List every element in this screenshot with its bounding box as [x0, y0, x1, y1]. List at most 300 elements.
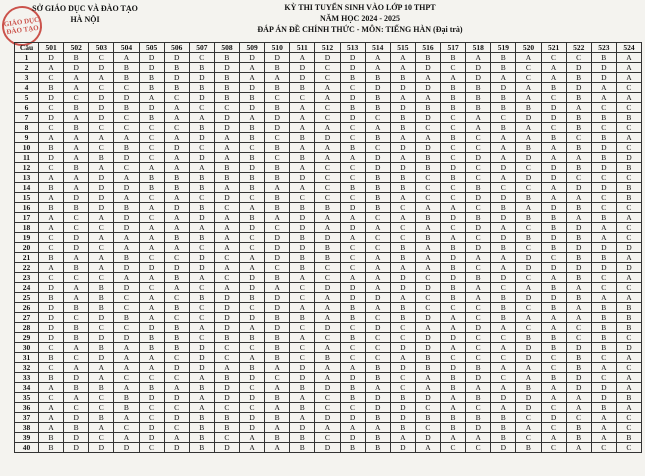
- answer-cell: D: [39, 93, 64, 103]
- answer-cell: D: [265, 233, 290, 243]
- answer-cell: B: [240, 133, 265, 143]
- answer-cell: C: [390, 333, 415, 343]
- answer-cell: A: [114, 233, 139, 243]
- answer-cell: D: [114, 183, 139, 193]
- answer-cell: C: [214, 433, 239, 443]
- answer-cell: B: [541, 333, 566, 343]
- answer-cell: A: [315, 423, 340, 433]
- answer-cell: D: [491, 443, 516, 453]
- answer-cell: A: [315, 123, 340, 133]
- answer-cell: C: [390, 383, 415, 393]
- answer-cell: A: [566, 393, 591, 403]
- answer-cell: D: [89, 443, 114, 453]
- answer-cell: B: [365, 443, 390, 453]
- answer-cell: B: [491, 243, 516, 253]
- answer-cell: A: [390, 293, 415, 303]
- answer-cell: C: [566, 53, 591, 63]
- answer-cell: A: [491, 343, 516, 353]
- answer-cell: C: [114, 423, 139, 433]
- answer-cell: A: [466, 53, 491, 63]
- answer-cell: C: [64, 403, 89, 413]
- answer-cell: A: [64, 393, 89, 403]
- answer-cell: B: [466, 83, 491, 93]
- answer-cell: B: [265, 393, 290, 403]
- answer-cell: C: [441, 443, 466, 453]
- answer-cell: D: [164, 363, 189, 373]
- answer-cell: B: [616, 303, 641, 313]
- answer-cell: A: [290, 123, 315, 133]
- answer-cell: C: [139, 253, 164, 263]
- answer-cell: B: [164, 333, 189, 343]
- answer-cell: A: [616, 383, 641, 393]
- answer-cell: C: [89, 53, 114, 63]
- answer-cell: D: [566, 183, 591, 193]
- answer-cell: A: [114, 353, 139, 363]
- answer-cell: B: [441, 103, 466, 113]
- answer-cell: C: [415, 423, 440, 433]
- answer-cell: D: [516, 113, 541, 123]
- answer-cell: A: [390, 153, 415, 163]
- answer-cell: B: [340, 143, 365, 153]
- answer-cell: D: [491, 193, 516, 203]
- question-number-cell: 8: [15, 123, 39, 133]
- answer-cell: A: [64, 253, 89, 263]
- answer-cell: B: [114, 403, 139, 413]
- answer-cell: B: [189, 183, 214, 193]
- answer-cell: A: [516, 93, 541, 103]
- answer-cell: C: [89, 223, 114, 233]
- answer-cell: B: [39, 443, 64, 453]
- answer-cell: C: [315, 273, 340, 283]
- answer-cell: D: [290, 423, 315, 433]
- answer-cell: B: [541, 373, 566, 383]
- answer-cell: D: [214, 293, 239, 303]
- answer-cell: D: [64, 243, 89, 253]
- answer-cell: B: [189, 433, 214, 443]
- answer-cell: D: [164, 263, 189, 273]
- answer-cell: B: [566, 203, 591, 213]
- table-row: [15, 173, 642, 183]
- answer-cell: C: [189, 103, 214, 113]
- question-number-cell: 35: [15, 393, 39, 403]
- answer-cell: A: [214, 263, 239, 273]
- answer-cell: B: [39, 253, 64, 263]
- answer-cell: C: [265, 373, 290, 383]
- answer-cell: C: [164, 423, 189, 433]
- answer-cell: D: [265, 113, 290, 123]
- answer-cell: B: [340, 313, 365, 323]
- header-cell-code: 518: [466, 43, 491, 53]
- answer-cell: B: [390, 123, 415, 133]
- answer-cell: C: [516, 223, 541, 233]
- answer-cell: B: [365, 173, 390, 183]
- answer-cell: D: [89, 353, 114, 363]
- answer-cell: D: [340, 63, 365, 73]
- answer-cell: A: [340, 213, 365, 223]
- answer-cell: C: [340, 133, 365, 143]
- answer-cell: C: [541, 253, 566, 263]
- table-row: [15, 253, 642, 263]
- answer-cell: D: [89, 113, 114, 123]
- answer-cell: A: [365, 383, 390, 393]
- answer-cell: D: [541, 293, 566, 303]
- answer-cell: C: [290, 323, 315, 333]
- answer-cell: D: [39, 333, 64, 343]
- answer-cell: A: [315, 153, 340, 163]
- answer-cell: D: [214, 123, 239, 133]
- answer-cell: B: [591, 213, 616, 223]
- answer-cell: D: [340, 113, 365, 123]
- answer-cell: A: [240, 253, 265, 263]
- answer-cell: C: [466, 333, 491, 343]
- answer-cell: B: [164, 173, 189, 183]
- answer-cell: A: [516, 83, 541, 93]
- answer-cell: A: [214, 283, 239, 293]
- answer-cell: A: [139, 303, 164, 313]
- table-row: [15, 293, 642, 303]
- answer-cell: A: [491, 223, 516, 233]
- answer-cell: C: [466, 203, 491, 213]
- answer-cell: A: [89, 423, 114, 433]
- answer-cell: D: [541, 413, 566, 423]
- answer-cell: C: [340, 173, 365, 183]
- answer-cell: C: [39, 393, 64, 403]
- answer-cell: A: [616, 273, 641, 283]
- question-number-cell: 29: [15, 333, 39, 343]
- answer-cell: B: [290, 433, 315, 443]
- answer-cell: A: [365, 53, 390, 63]
- answer-cell: A: [189, 273, 214, 283]
- answer-cell: A: [265, 183, 290, 193]
- answer-cell: B: [390, 303, 415, 313]
- issuing-department: [20, 3, 150, 25]
- answer-cell: B: [114, 103, 139, 113]
- answer-cell: A: [516, 283, 541, 293]
- question-number-cell: 37: [15, 413, 39, 423]
- question-number-cell: 5: [15, 93, 39, 103]
- answer-cell: C: [114, 163, 139, 173]
- table-row: [15, 373, 642, 383]
- answer-cell: C: [541, 93, 566, 103]
- answer-cell: B: [390, 253, 415, 263]
- answer-cell: C: [491, 113, 516, 123]
- answer-cell: B: [290, 383, 315, 393]
- answer-cell: B: [365, 183, 390, 193]
- answer-cell: A: [114, 433, 139, 443]
- answer-cell: D: [290, 73, 315, 83]
- answer-cell: D: [415, 333, 440, 343]
- answer-cell: A: [516, 123, 541, 133]
- answer-cell: B: [64, 423, 89, 433]
- answer-cell: D: [64, 413, 89, 423]
- answer-cell: D: [466, 73, 491, 83]
- answer-cell: A: [214, 233, 239, 243]
- answer-cell: B: [189, 233, 214, 243]
- answer-cell: D: [340, 223, 365, 233]
- answer-cell: C: [415, 123, 440, 133]
- answer-cell: D: [189, 343, 214, 353]
- answer-cell: B: [491, 433, 516, 443]
- answer-cell: B: [89, 343, 114, 353]
- answer-cell: B: [189, 383, 214, 393]
- answer-cell: A: [415, 383, 440, 393]
- answer-cell: A: [491, 173, 516, 183]
- answer-cell: C: [89, 83, 114, 93]
- answer-cell: C: [516, 183, 541, 193]
- answer-cell: C: [315, 73, 340, 83]
- question-number-cell: 11: [15, 153, 39, 163]
- answer-cell: B: [466, 363, 491, 373]
- answer-cell: A: [290, 163, 315, 173]
- answer-cell: B: [466, 213, 491, 223]
- answer-cell: C: [315, 333, 340, 343]
- answer-cell: C: [616, 363, 641, 373]
- answer-cell: A: [466, 433, 491, 443]
- answer-cell: B: [466, 273, 491, 283]
- answer-cell: D: [340, 373, 365, 383]
- answer-cell: D: [164, 413, 189, 423]
- answer-cell: D: [415, 393, 440, 403]
- answer-cell: A: [290, 183, 315, 193]
- question-number-cell: 4: [15, 83, 39, 93]
- answer-cell: D: [390, 343, 415, 353]
- answer-cell: D: [139, 323, 164, 333]
- answer-cell: A: [390, 63, 415, 73]
- answer-cell: A: [64, 293, 89, 303]
- answer-cell: C: [39, 163, 64, 173]
- answer-cell: C: [139, 133, 164, 143]
- answer-cell: A: [189, 393, 214, 403]
- answer-cell: C: [315, 173, 340, 183]
- answer-cell: D: [365, 293, 390, 303]
- answer-cell: B: [214, 173, 239, 183]
- answer-cell: C: [340, 163, 365, 173]
- answer-cell: B: [466, 393, 491, 403]
- answer-cell: C: [491, 353, 516, 363]
- answer-cell: B: [441, 173, 466, 183]
- answer-cell: A: [516, 373, 541, 383]
- answer-cell: D: [541, 203, 566, 213]
- answer-cell: B: [114, 73, 139, 83]
- answer-cell: B: [139, 73, 164, 83]
- answer-cell: B: [290, 83, 315, 93]
- answer-cell: C: [365, 313, 390, 323]
- table-row: [15, 203, 642, 213]
- answer-cell: C: [441, 143, 466, 153]
- answer-cell: B: [491, 423, 516, 433]
- answer-cell: A: [616, 253, 641, 263]
- question-number-cell: 30: [15, 343, 39, 353]
- answer-cell: B: [441, 133, 466, 143]
- answer-cell: D: [164, 53, 189, 63]
- answer-cell: B: [240, 123, 265, 133]
- answer-cell: C: [541, 403, 566, 413]
- answer-cell: A: [441, 403, 466, 413]
- answer-cell: B: [64, 263, 89, 273]
- answer-cell: D: [441, 253, 466, 263]
- answer-cell: D: [491, 233, 516, 243]
- answer-cell: D: [591, 243, 616, 253]
- answer-cell: A: [164, 283, 189, 293]
- answer-cell: A: [290, 53, 315, 63]
- answer-cell: B: [441, 83, 466, 93]
- answer-cell: C: [466, 353, 491, 363]
- answer-cell: D: [541, 173, 566, 183]
- answer-cell: D: [541, 103, 566, 113]
- answer-cell: C: [240, 383, 265, 393]
- answer-cell: B: [491, 293, 516, 303]
- answer-cell: D: [466, 223, 491, 233]
- table-row: [15, 103, 642, 113]
- answer-cell: B: [365, 93, 390, 103]
- answer-cell: A: [491, 253, 516, 263]
- answer-cell: D: [591, 183, 616, 193]
- answer-cell: A: [566, 153, 591, 163]
- answer-cell: D: [415, 63, 440, 73]
- question-number-cell: 17: [15, 213, 39, 223]
- table-row: [15, 83, 642, 93]
- answer-cell: B: [340, 383, 365, 393]
- answer-cell: C: [516, 323, 541, 333]
- answer-cell: A: [441, 313, 466, 323]
- answer-cell: C: [164, 313, 189, 323]
- department-name: SỞ GIÁO DỤC VÀ ĐÀO TẠO: [32, 4, 138, 13]
- answer-cell: C: [441, 193, 466, 203]
- answer-cell: C: [240, 143, 265, 153]
- answer-cell: C: [114, 293, 139, 303]
- question-number-cell: 19: [15, 233, 39, 243]
- answer-cell: A: [189, 223, 214, 233]
- answer-cell: B: [365, 363, 390, 373]
- answer-cell: B: [566, 273, 591, 283]
- answer-cell: A: [516, 363, 541, 373]
- answer-cell: B: [139, 113, 164, 123]
- answer-cell: C: [365, 213, 390, 223]
- answer-cell: A: [466, 283, 491, 293]
- answer-cell: A: [164, 433, 189, 443]
- answer-cell: C: [189, 193, 214, 203]
- answer-cell: B: [189, 423, 214, 433]
- header-cell-code: 506: [164, 43, 189, 53]
- table-row: [15, 213, 642, 223]
- answer-cell: A: [315, 343, 340, 353]
- answer-cell: A: [415, 263, 440, 273]
- answer-cell: A: [164, 193, 189, 203]
- answer-cell: C: [491, 333, 516, 343]
- answer-cell: A: [541, 183, 566, 193]
- answer-cell: A: [315, 93, 340, 103]
- answer-cell: C: [214, 103, 239, 113]
- answer-cell: B: [214, 373, 239, 383]
- answer-cell: B: [214, 423, 239, 433]
- answer-cell: B: [39, 293, 64, 303]
- answer-cell: D: [240, 413, 265, 423]
- answer-cell: A: [39, 173, 64, 183]
- answer-cell: B: [64, 53, 89, 63]
- question-number-cell: 34: [15, 383, 39, 393]
- answer-cell: B: [89, 383, 114, 393]
- answer-cell: C: [616, 223, 641, 233]
- question-number-cell: 9: [15, 133, 39, 143]
- answer-cell: A: [89, 373, 114, 383]
- answer-cell: B: [340, 333, 365, 343]
- answer-cell: C: [64, 93, 89, 103]
- answer-cell: B: [265, 433, 290, 443]
- table-row: [15, 343, 642, 353]
- answer-cell: B: [616, 393, 641, 403]
- answer-cell: B: [541, 283, 566, 293]
- answer-cell: B: [114, 63, 139, 73]
- answer-cell: A: [39, 413, 64, 423]
- answer-cell: A: [189, 163, 214, 173]
- answer-cell: B: [265, 203, 290, 213]
- answer-cell: A: [616, 213, 641, 223]
- answer-cell: A: [64, 343, 89, 353]
- question-number-cell: 21: [15, 253, 39, 263]
- answer-cell: A: [616, 133, 641, 143]
- answer-cell: B: [164, 343, 189, 353]
- answer-cell: B: [265, 63, 290, 73]
- answer-cell: B: [491, 413, 516, 423]
- answer-cell: A: [240, 113, 265, 123]
- answer-cell: A: [390, 263, 415, 273]
- answer-cell: B: [591, 333, 616, 343]
- answer-cell: C: [566, 413, 591, 423]
- answer-cell: B: [240, 173, 265, 183]
- answer-cell: B: [365, 103, 390, 113]
- answer-cell: B: [290, 133, 315, 143]
- answer-cell: C: [390, 323, 415, 333]
- answer-cell: C: [315, 103, 340, 113]
- answer-cell: C: [214, 403, 239, 413]
- department-city: HÀ NỘI: [70, 15, 100, 24]
- answer-cell: C: [164, 93, 189, 103]
- answer-cell: C: [290, 93, 315, 103]
- answer-cell: B: [441, 383, 466, 393]
- header-cell-question: Câu: [15, 43, 39, 53]
- answer-cell: C: [89, 433, 114, 443]
- answer-cell: B: [591, 343, 616, 353]
- answer-cell: D: [541, 163, 566, 173]
- answer-cell: B: [114, 143, 139, 153]
- answer-cell: B: [164, 233, 189, 243]
- answer-cell: B: [365, 203, 390, 213]
- answer-cell: D: [340, 203, 365, 213]
- answer-cell: D: [189, 93, 214, 103]
- answer-cell: D: [240, 313, 265, 323]
- answer-cell: D: [240, 373, 265, 383]
- answer-cell: C: [415, 293, 440, 303]
- answer-cell: D: [315, 283, 340, 293]
- header-cell-code: 524: [616, 43, 641, 53]
- answer-cell: B: [240, 363, 265, 373]
- answer-cell: A: [265, 383, 290, 393]
- answer-cell: D: [441, 273, 466, 283]
- answer-cell: A: [189, 323, 214, 333]
- answer-cell: C: [441, 353, 466, 363]
- answer-cell: B: [591, 133, 616, 143]
- answer-cell: C: [240, 193, 265, 203]
- answer-cell: D: [390, 413, 415, 423]
- answer-cell: D: [265, 293, 290, 303]
- answer-cell: B: [466, 183, 491, 193]
- question-number-cell: 10: [15, 143, 39, 153]
- answer-cell: A: [164, 243, 189, 253]
- answer-cell: C: [64, 273, 89, 283]
- question-number-cell: 28: [15, 323, 39, 333]
- answer-cell: A: [89, 263, 114, 273]
- answer-cell: D: [240, 163, 265, 173]
